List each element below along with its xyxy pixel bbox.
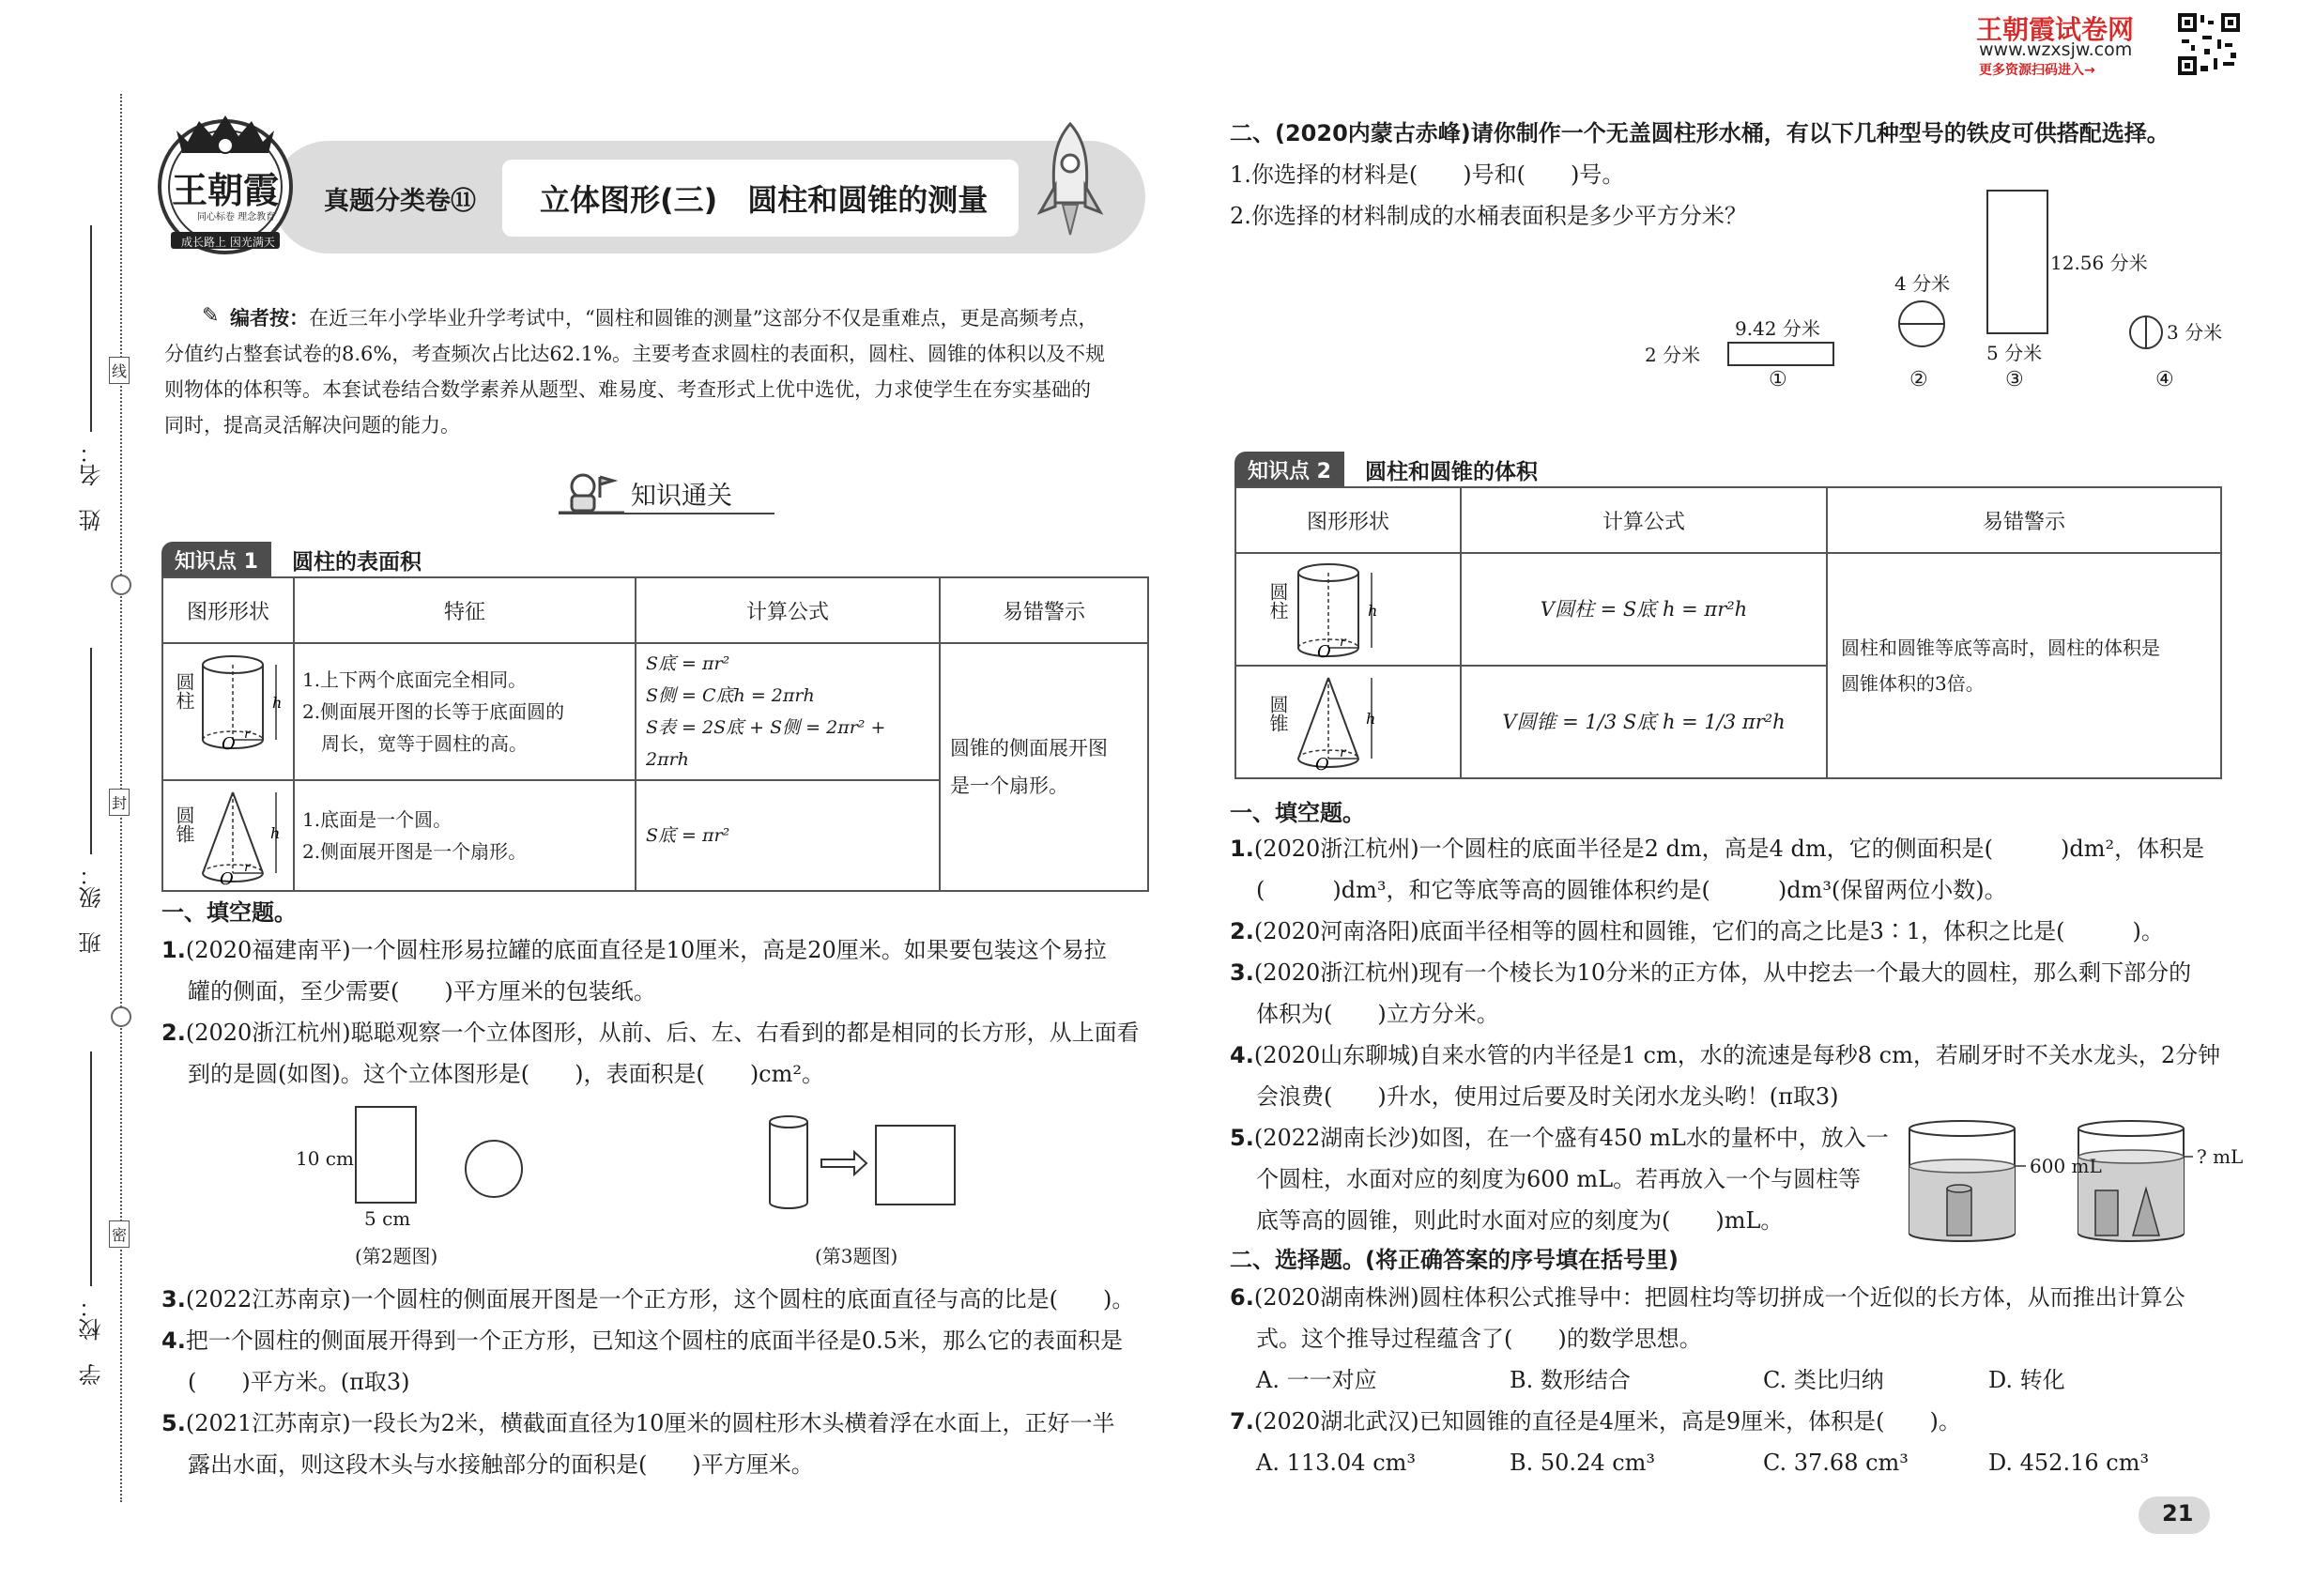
kp2-warning: 圆锥体积的3倍。 (1841, 672, 1985, 695)
name-field[interactable] (90, 225, 92, 432)
left-question-4 (161, 1320, 1123, 1403)
question-text: (2021江苏南京)一段长为2米，横截面直径为10厘米的圆柱形木头横着浮在水面上，正好一半 (185, 1410, 1115, 1436)
question-text: (2020湖南株洲)圆柱体积公式推导中：把圆柱均等切拼成一个近似的长方体，从而推出计算公 (1253, 1284, 2185, 1311)
fig2-caption: (第2题图) (355, 1245, 438, 1267)
question-text: (2020浙江杭州)一个圆柱的底面半径是2 dm，高是4 dm，它的侧面积是( )dm²，体积是 (1253, 836, 2205, 862)
brand-name: 王朝霞试卷网 (1976, 14, 2135, 45)
qr-code-icon[interactable] (2176, 11, 2242, 77)
choice-option[interactable]: D. 452.16 cm³ (1988, 1450, 2150, 1476)
kp1-col-header: 易错警示 (940, 577, 1148, 643)
svg-text:h: h (1366, 710, 1376, 728)
question-text: 式。这个推导过程蕴含了( )的数学思想。 (1256, 1326, 1702, 1352)
kp1-tag: 知识点 1 (161, 542, 271, 578)
kp2-cyl-label: 圆柱 (1266, 582, 1289, 620)
svg-text:O: O (1315, 755, 1329, 775)
cone-diagram (195, 787, 289, 890)
left-section-title: 一、填空题。 (161, 899, 297, 926)
binding-hole-icon (111, 575, 131, 595)
right-question-2 (1230, 911, 2164, 952)
pencil-icon: ✎ (202, 304, 220, 328)
school-field[interactable] (90, 1051, 92, 1286)
material-label: ① (1769, 368, 1787, 391)
right-question-1 (1230, 828, 2204, 911)
question-number: 3. (161, 1286, 186, 1312)
choice-option[interactable]: A. 一一对应 (1256, 1367, 1377, 1393)
material-label: ② (1909, 368, 1928, 391)
question-number: 4. (161, 1327, 186, 1354)
kp2-cyl-formula: V圆柱 = S底 h = πr²h (1461, 553, 1827, 666)
question-number: 4. (1230, 1042, 1254, 1068)
kp1-col-header: 特征 (294, 577, 636, 643)
svg-text:r: r (244, 860, 251, 875)
question-text: 2.你选择的材料制成的水桶表面积是多少平方分米？ (1230, 203, 1747, 229)
choice-option[interactable]: C. 类比归纳 (1763, 1367, 1884, 1393)
seal-mark-line: 线 (109, 357, 130, 384)
question-text: ( )平方米。(π取3) (188, 1369, 410, 1395)
page-number: 21 (2162, 1500, 2194, 1527)
section-heading: 知识通关 (631, 482, 732, 511)
logo-sub1: 同心标卷 理念教育 (197, 212, 276, 223)
question-text: 罐的侧面，至少需要( )平方厘米的包装纸。 (188, 978, 656, 1005)
choice-section-title: 二、选择题。(将正确答案的序号填在括号里) (1230, 1247, 1679, 1273)
kp1-cyl-formula: S侧 = C底h = 2πrh (646, 685, 815, 706)
kp2-tag: 知识点 2 (1234, 452, 1344, 488)
kp1-cyl-formula: S表 = 2S底 + S侧 = 2πr² + 2πrh (646, 717, 886, 770)
kp2-warning: 圆柱和圆锥等底等高时，圆柱的体积是 (1841, 637, 2160, 659)
question-text: (2020福建南平)一个圆柱形易拉罐的底面直径是10厘米，高是20厘米。如果要包装这个易拉 (185, 937, 1107, 963)
kp1-cyl-formula: S底 = πr² (646, 653, 730, 674)
fig2-circle (465, 1140, 523, 1198)
beaker-diagram (1906, 1117, 2225, 1249)
material-1-rect (1727, 342, 1834, 366)
kp1-cone-formula: S底 = πr² (646, 825, 730, 846)
fig2-height-label: 10 cm (296, 1147, 354, 1170)
question-number: 2. (161, 1020, 186, 1046)
cylinder-diagram (195, 652, 289, 755)
svg-text:h: h (270, 824, 281, 842)
svg-text:O: O (220, 869, 234, 889)
right-question-6 (1230, 1277, 2185, 1401)
fig3-caption: (第3题图) (815, 1245, 898, 1267)
binding-hole-icon (111, 1006, 131, 1027)
kp2-cone-formula: V圆锥 = 1/3 S底 h = 1/3 πr²h (1461, 666, 1827, 778)
svg-text:h: h (1368, 602, 1378, 620)
question-text: 会浪费( )升水，使用过后要及时关闭水龙头哟！(π取3) (1256, 1083, 1839, 1110)
question-number: 6. (1230, 1284, 1254, 1311)
kp1-cyl-feature: 周长，宽等于圆柱的高。 (302, 732, 528, 755)
material-label: ④ (2155, 368, 2174, 391)
svg-text:O: O (1317, 642, 1331, 662)
beaker-label-1: 600 mL (2030, 1155, 2102, 1177)
kp1-warning: 圆锥的侧面展开图 (950, 737, 1108, 760)
left-question-3 (161, 1279, 1134, 1320)
question-text: 到的是圆(如图)。这个立体图形是( )，表面积是( )cm²。 (188, 1061, 824, 1087)
left-question-2 (161, 1012, 1140, 1095)
name-label: 姓 名： (79, 441, 105, 531)
kp1-cyl-feature: 2.侧面展开图的长等于底面圆的 (302, 700, 565, 723)
question-text: (2022江苏南京)一个圆柱的侧面展开图是一个正方形，这个圆柱的底面直径与高的比是( )。 (185, 1286, 1135, 1312)
question-text: (2020浙江杭州)聪聪观察一个立体图形，从前、后、左、右看到的都是相同的长方形，从上面看 (185, 1020, 1140, 1046)
material-4-circle (2129, 315, 2163, 349)
fig2-width-label: 5 cm (364, 1207, 411, 1230)
question-text: 二、(2020内蒙古赤峰)请你制作一个无盖圆柱形水桶，有以下几种型号的铁皮可供搭配选择。 (1230, 120, 2170, 146)
seal-mark-seal: 封 (109, 789, 130, 816)
svg-text:O: O (222, 734, 236, 754)
heading-underline (559, 513, 774, 514)
choice-option[interactable]: B. 50.24 cm³ (1510, 1450, 1656, 1476)
question-number: 3. (1230, 959, 1254, 986)
intro-line: 同时，提高灵活解决问题的能力。 (164, 414, 460, 437)
kp2-col-header: 易错警示 (1827, 487, 2221, 553)
kp1-cone-feature: 1.底面是一个圆。 (302, 808, 452, 831)
kp2-cone-label: 圆锥 (1266, 695, 1289, 732)
material-3-width: 5 分米 (1986, 342, 2043, 364)
material-3-rect (1986, 190, 2048, 334)
intro-line: 分值约占整套试卷的8.6%，考查频次占比达62.1%。主要考查求圆柱的表面积，圆柱、圆锥的体积以及不规 (164, 343, 1106, 365)
class-label: 班 级： (79, 864, 105, 954)
material-2-diameter: 4 分米 (1894, 272, 1951, 295)
question-number: 2. (1230, 918, 1254, 944)
kp2-cone-shape (1235, 666, 1461, 778)
question-text: 把一个圆柱的侧面展开得到一个正方形，已知这个圆柱的底面半径是0.5米，那么它的表面积是 (185, 1327, 1123, 1354)
page-title: 立体图形(三) 圆柱和圆锥的测量 (540, 182, 989, 218)
fig3-cylinder-to-square (765, 1113, 972, 1216)
question-number: 7. (1230, 1408, 1254, 1435)
kp2-name: 圆柱和圆锥的体积 (1364, 459, 1538, 484)
svg-text:r: r (1340, 745, 1346, 760)
question-text: (2022湖南长沙)如图，在一个盛有450 mL水的量杯中，放入一 (1253, 1125, 1889, 1151)
series-label: 真题分类卷⑪ (324, 187, 476, 216)
kp1-cyl-label: 圆柱 (173, 672, 195, 710)
seal-mark-secret: 密 (109, 1220, 130, 1248)
kp2-cyl-shape (1235, 553, 1461, 666)
brand-slogan: 更多资源扫码进入→ (1979, 63, 2095, 78)
brand-url[interactable]: www.wzxsjw.com (1979, 39, 2133, 60)
question-number: 1. (161, 937, 186, 963)
material-1-height: 2 分米 (1645, 344, 1701, 366)
left-question-1 (161, 929, 1107, 1012)
right-question-7 (1230, 1401, 2149, 1483)
choice-option[interactable]: D. 转化 (1988, 1367, 2065, 1393)
cylinder-diagram (1291, 560, 1385, 663)
kp2-table (1234, 486, 2222, 779)
question-text: (2020湖北武汉)已知圆锥的直径是4厘米，高是9厘米，体积是( )。 (1253, 1408, 1961, 1435)
logo-sub2: 成长路上 因光满天 (181, 236, 275, 249)
question-text: 体积为( )立方分米。 (1256, 1001, 1499, 1027)
beaker-label-2: ? mL (2197, 1145, 2244, 1168)
question-number: 5. (1230, 1125, 1254, 1151)
kp1-table (161, 576, 1149, 892)
astronaut-icon (559, 469, 624, 516)
question-number: 5. (161, 1410, 186, 1436)
question-text: ( )dm³，和它等底等高的圆锥体积约是( )dm³(保留两位小数)。 (1256, 877, 2007, 903)
kp1-header (161, 543, 422, 576)
kp1-cyl-feature: 1.上下两个底面完全相同。 (302, 668, 528, 691)
kp1-cyl-shape (162, 643, 294, 780)
question-text: (2020河南洛阳)底面半径相等的圆柱和圆锥，它们的高之比是3∶1，体积之比是( )。 (1253, 918, 2164, 944)
question-text: 个圆柱，水面对应的刻度为600 mL。若再放入一个与圆柱等 (1256, 1166, 1862, 1192)
question-text: (2020山东聊城)自来水管的内半径是1 cm，水的流速是每秒8 cm，若刷牙时不关水龙头，2分钟 (1253, 1042, 2221, 1068)
kp1-warning: 是一个扇形。 (950, 775, 1068, 797)
material-3-height: 12.56 分米 (2050, 252, 2148, 274)
material-label: ③ (2005, 368, 2024, 391)
school-label: 学 校： (79, 1296, 105, 1386)
svg-text:r: r (244, 727, 251, 742)
kp1-col-header: 图形形状 (162, 577, 294, 643)
svg-text:r: r (1340, 635, 1346, 650)
question-text: 底等高的圆锥，则此时水面对应的刻度为( )mL。 (1256, 1207, 1784, 1234)
kp2-col-header: 计算公式 (1461, 487, 1827, 553)
rocket-icon (1033, 120, 1108, 242)
right-question-5 (1230, 1117, 1889, 1241)
choice-option[interactable]: C. 37.68 cm³ (1763, 1450, 1909, 1476)
kp2-header (1234, 453, 1538, 486)
kp1-name: 圆柱的表面积 (291, 549, 422, 575)
class-field[interactable] (90, 648, 92, 854)
logo-text: 王朝霞 (172, 169, 280, 211)
fig2-rectangle (355, 1106, 417, 1204)
intro-label: 编者按： (230, 307, 309, 330)
choice-option[interactable]: A. 113.04 cm³ (1256, 1450, 1417, 1476)
kp2-col-header: 图形形状 (1235, 487, 1461, 553)
right-section-title: 一、填空题。 (1230, 800, 1365, 826)
svg-text:h: h (272, 694, 283, 712)
right-question-3 (1230, 952, 2191, 1035)
material-4-diameter: 3 分米 (2167, 321, 2223, 344)
kp1-cone-label: 圆锥 (173, 806, 195, 843)
left-question-5 (161, 1403, 1114, 1485)
kp1-col-header: 计算公式 (636, 577, 940, 643)
material-2-circle (1898, 300, 1945, 347)
choice-option[interactable]: B. 数形结合 (1510, 1367, 1631, 1393)
intro (164, 300, 1150, 443)
intro-line: 在近三年小学毕业升学考试中，“圆柱和圆锥的测量”这部分不仅是重难点，更是高频考点， (309, 307, 1098, 330)
intro-line: 则物体的体积等。本套试卷结合数学素养从题型、难易度、考查形式上优中选优，力求使学生在夯实基础的 (164, 378, 1091, 401)
question-text: (2020浙江杭州)现有一个棱长为10分米的正方体，从中挖去一个最大的圆柱，那么剩下部分的 (1253, 959, 2192, 986)
kp1-cone-shape (162, 780, 294, 891)
right-question-4 (1230, 1035, 2220, 1117)
material-1-width: 9.42 分米 (1735, 317, 1820, 340)
question-text: 1.你选择的材料是( )号和( )号。 (1230, 161, 1625, 188)
question-text: 露出水面，则这段木头与水接触部分的面积是( )平方厘米。 (188, 1451, 814, 1478)
kp1-cone-feature: 2.侧面展开图是一个扇形。 (302, 840, 528, 863)
cone-diagram (1291, 672, 1385, 775)
question-number: 1. (1230, 836, 1254, 862)
